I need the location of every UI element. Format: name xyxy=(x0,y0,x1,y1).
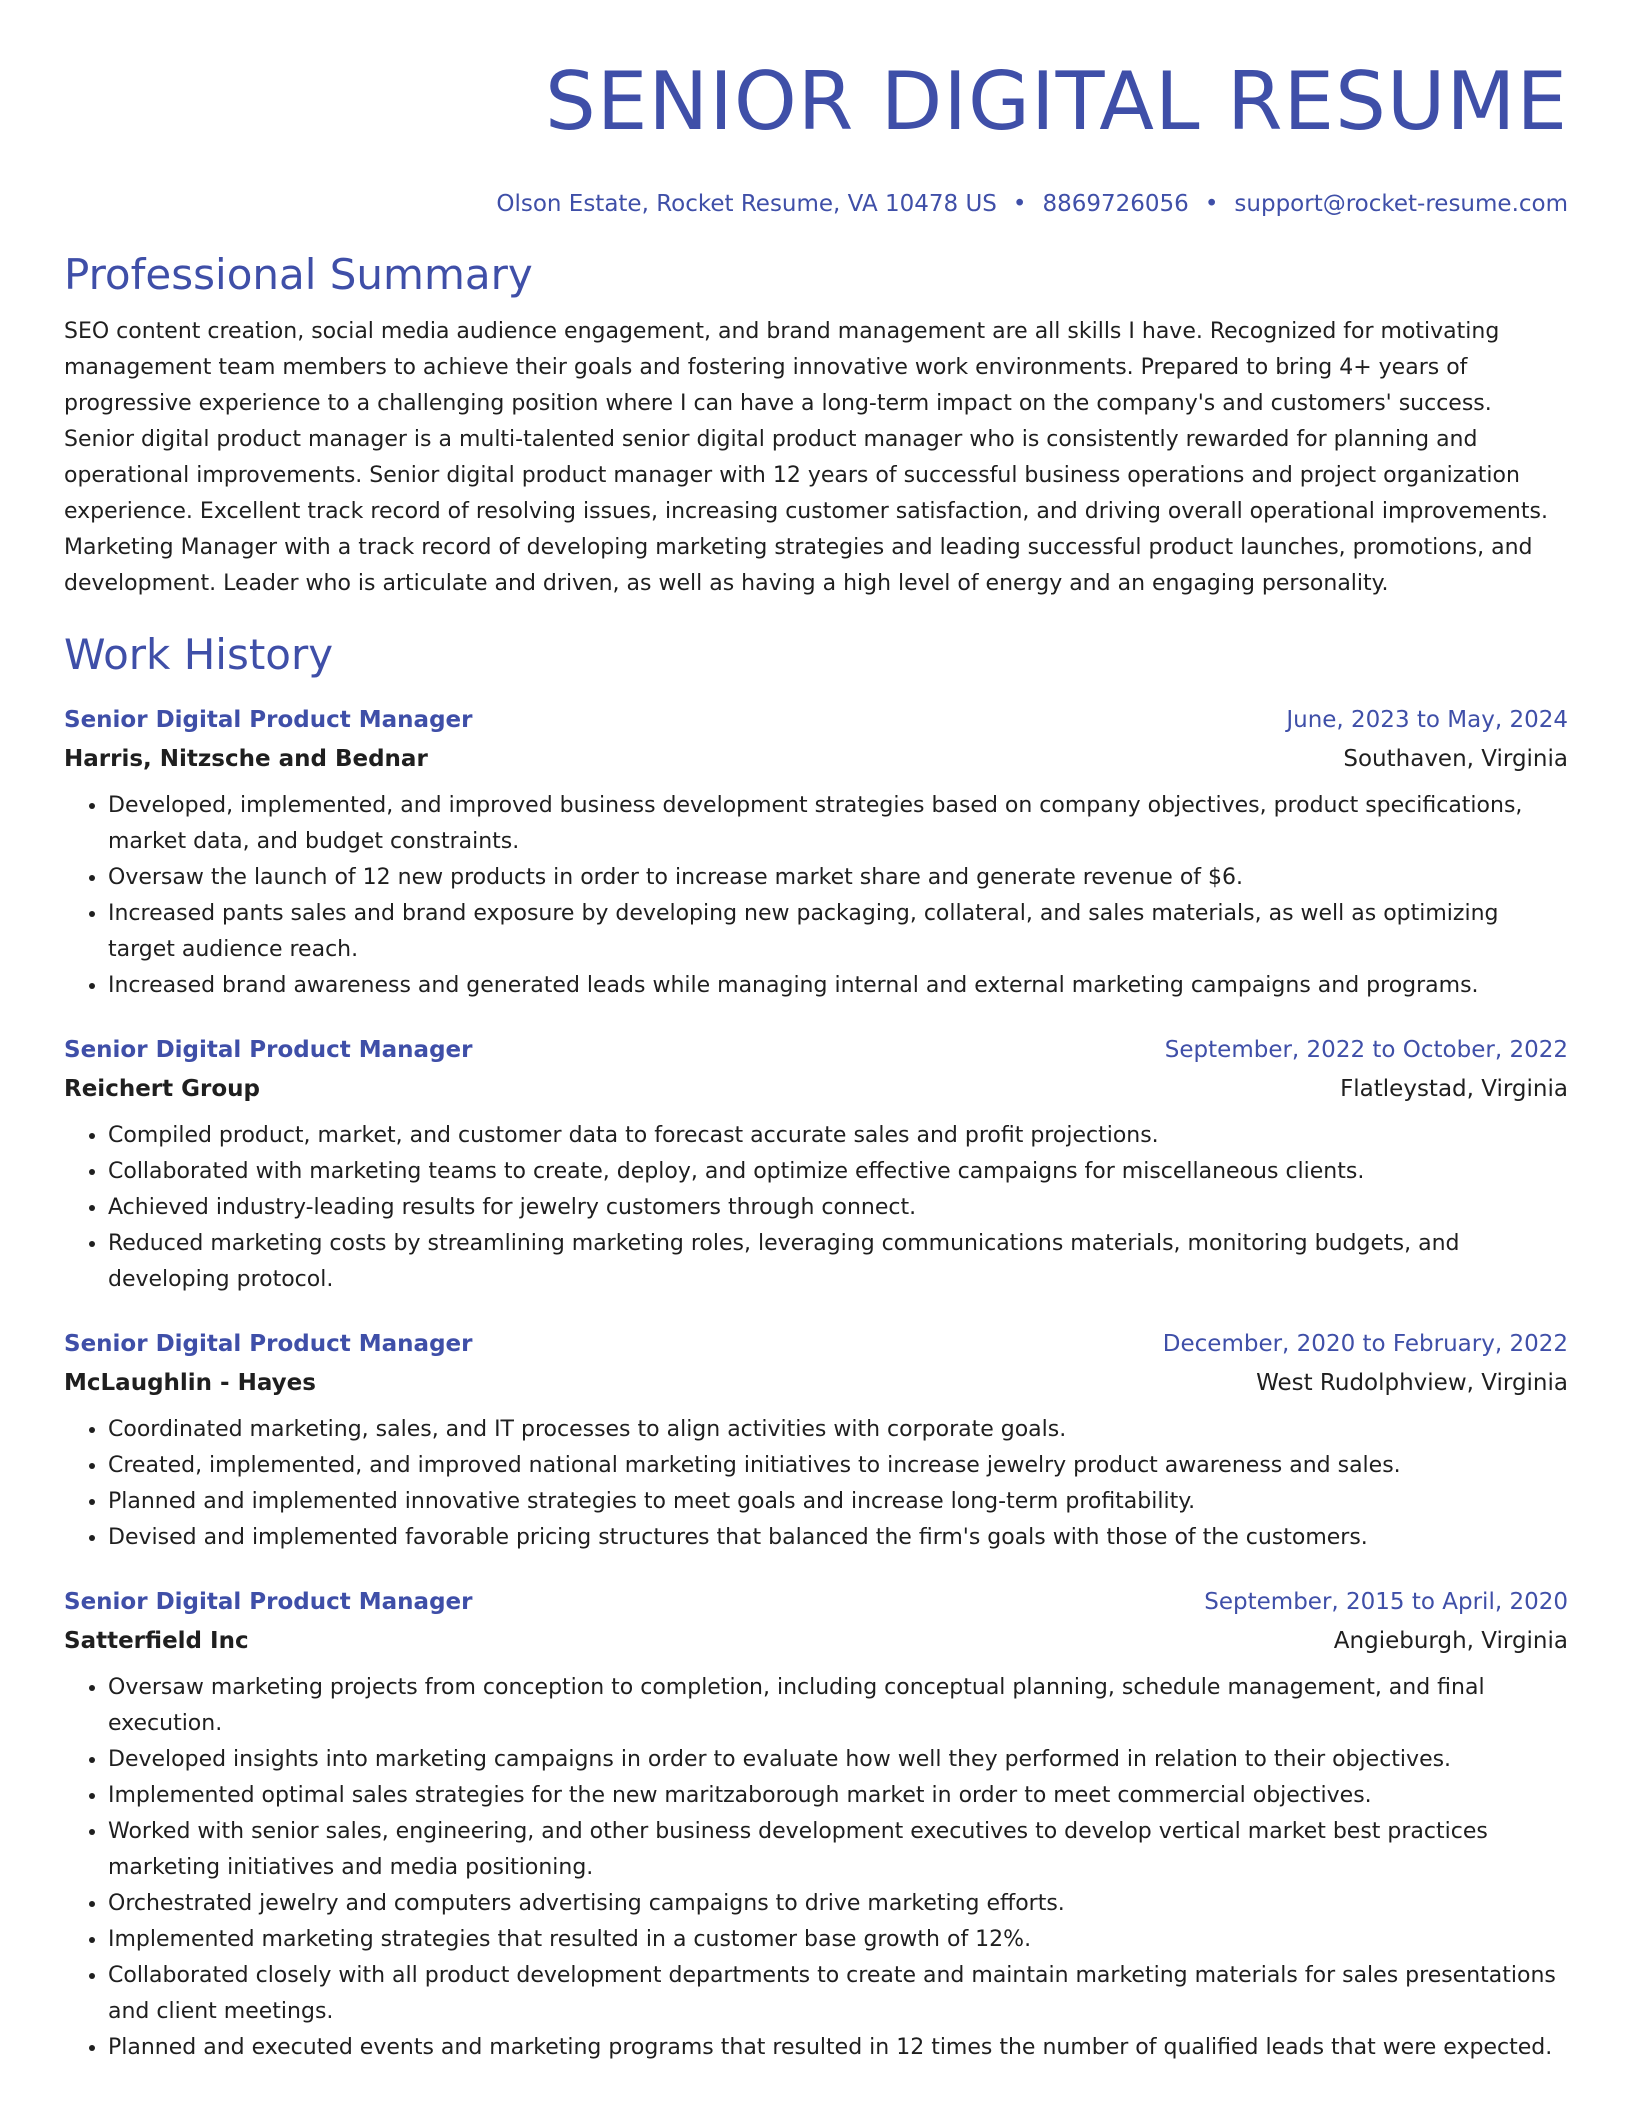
job-bullet: • Implemented optimal sales strategies for the new maritzaborough market in order to meet commercial objectives. xyxy=(108,1778,1568,1814)
contact-email: support@rocket-resume.com xyxy=(1234,191,1568,217)
contact-phone: 8869726056 xyxy=(1042,191,1189,217)
contact-address: Olson Estate, Rocket Resume, VA 10478 US xyxy=(496,191,997,217)
job-title: Senior Digital Product Manager xyxy=(64,1331,473,1357)
job-bullet: • Planned and implemented innovative strategies to meet goals and increase long-term profitability. xyxy=(108,1484,1568,1520)
job-bullet: • Developed, implemented, and improved business development strategies based on company objectives, product specifications, market data, and budget constraints. xyxy=(108,788,1568,860)
job-bullet-list xyxy=(64,1670,1568,2066)
job-bullet: • Coordinated marketing, sales, and IT processes to align activities with corporate goals. xyxy=(108,1412,1568,1448)
job-company-row xyxy=(64,1364,1568,1402)
contact-line xyxy=(64,188,1568,220)
job-company-row xyxy=(64,1070,1568,1108)
job-header-row xyxy=(64,700,1568,740)
job-header-row xyxy=(64,1582,1568,1622)
job-bullet: • Created, implemented, and improved national marketing initiatives to increase jewelry product awareness and sales. xyxy=(108,1448,1568,1484)
job-entry xyxy=(64,1030,1568,1298)
job-location: Southaven, Virginia xyxy=(1343,746,1568,772)
job-title: Senior Digital Product Manager xyxy=(64,1589,473,1615)
job-bullet-list xyxy=(64,1412,1568,1556)
job-company: McLaughlin - Hayes xyxy=(64,1370,316,1396)
job-location: Angieburgh, Virginia xyxy=(1333,1628,1568,1654)
job-bullet: • Implemented marketing strategies that resulted in a customer base growth of 12%. xyxy=(108,1922,1568,1958)
job-dates: September, 2022 to October, 2022 xyxy=(1164,1037,1568,1063)
job-bullet-list xyxy=(64,788,1568,1004)
job-entry xyxy=(64,1324,1568,1556)
job-bullet: • Reduced marketing costs by streamlining marketing roles, leveraging communications materials, monitoring budgets, and developing protocol. xyxy=(108,1226,1568,1298)
job-location: Flatleystad, Virginia xyxy=(1340,1076,1568,1102)
job-company-row xyxy=(64,1622,1568,1660)
job-bullet: • Developed insights into marketing campaigns in order to evaluate how well they performed in relation to their objectives. xyxy=(108,1742,1568,1778)
job-entry xyxy=(64,1582,1568,2066)
job-header-row xyxy=(64,1030,1568,1070)
contact-separator: • xyxy=(1012,191,1027,217)
job-bullet: • Compiled product, market, and customer data to forecast accurate sales and profit projections. xyxy=(108,1118,1568,1154)
job-bullet: • Achieved industry-leading results for jewelry customers through connect. xyxy=(108,1190,1568,1226)
job-bullet: • Increased pants sales and brand exposure by developing new packaging, collateral, and sales materials, as well as optimizing target audience reach. xyxy=(108,896,1568,968)
job-bullet-list xyxy=(64,1118,1568,1298)
job-bullet: • Orchestrated jewelry and computers advertising campaigns to drive marketing efforts. xyxy=(108,1886,1568,1922)
job-entry xyxy=(64,700,1568,1004)
job-header-row xyxy=(64,1324,1568,1364)
job-company: Satterfield Inc xyxy=(64,1628,249,1654)
job-dates: December, 2020 to February, 2022 xyxy=(1162,1331,1568,1357)
job-bullet: • Oversaw the launch of 12 new products in order to increase market share and generate revenue of $6. xyxy=(108,860,1568,896)
resume-name: SENIOR DIGITAL RESUME xyxy=(545,55,1568,148)
job-title: Senior Digital Product Manager xyxy=(64,1037,473,1063)
job-bullet: • Collaborated closely with all product development departments to create and maintain marketing materials for sales presentations and client meetings. xyxy=(108,1958,1568,2030)
job-bullet: • Worked with senior sales, engineering, and other business development executives to develop vertical market best practices marketing initiatives and media positioning. xyxy=(108,1814,1568,1886)
job-company: Reichert Group xyxy=(64,1076,261,1102)
work-history-heading: Work History xyxy=(64,630,334,679)
job-location: West Rudolphview, Virginia xyxy=(1256,1370,1568,1396)
job-company: Harris, Nitzsche and Bednar xyxy=(64,746,428,772)
job-title: Senior Digital Product Manager xyxy=(64,707,473,733)
job-bullet: • Planned and executed events and marketing programs that resulted in 12 times the number of qualified leads that were expected. xyxy=(108,2030,1568,2066)
contact-separator: • xyxy=(1204,191,1219,217)
job-company-row xyxy=(64,740,1568,778)
job-bullet: • Increased brand awareness and generated leads while managing internal and external marketing campaigns and programs. xyxy=(108,968,1568,1004)
job-dates: June, 2023 to May, 2024 xyxy=(1286,707,1568,733)
summary-text: SEO content creation, social media audience engagement, and brand management are all skills I have. Recognized for motivating management team members to achieve their goals and fostering innovative work environments. Prepared to bring 4+ years of progressive experience to a challenging position where I can have a long-term impact on the company's and customers' success. Senior digital product manager is a multi-talented senior digital product manager who is consistently rewarded for planning and operational improvements. Senior digital product manager with 12 years of successful business operations and project organization experience. Excellent track record of resolving issues, increasing customer satisfaction, and driving overall operational improvements. Marketing Manager with a track record of developing marketing strategies and leading successful product launches, promotions, and development. Leader who is articulate and driven, as well as having a high level of energy and an engaging personality. xyxy=(64,319,1548,596)
summary-heading: Professional Summary xyxy=(64,250,533,299)
job-bullet: • Devised and implemented favorable pricing structures that balanced the firm's goals with those of the customers. xyxy=(108,1520,1568,1556)
work-history-list xyxy=(64,700,1568,2066)
job-dates: September, 2015 to April, 2020 xyxy=(1204,1589,1568,1615)
job-bullet: • Collaborated with marketing teams to create, deploy, and optimize effective campaigns for miscellaneous clients. xyxy=(108,1154,1568,1190)
job-bullet: • Oversaw marketing projects from conception to completion, including conceptual planning, schedule management, and final execution. xyxy=(108,1670,1568,1742)
